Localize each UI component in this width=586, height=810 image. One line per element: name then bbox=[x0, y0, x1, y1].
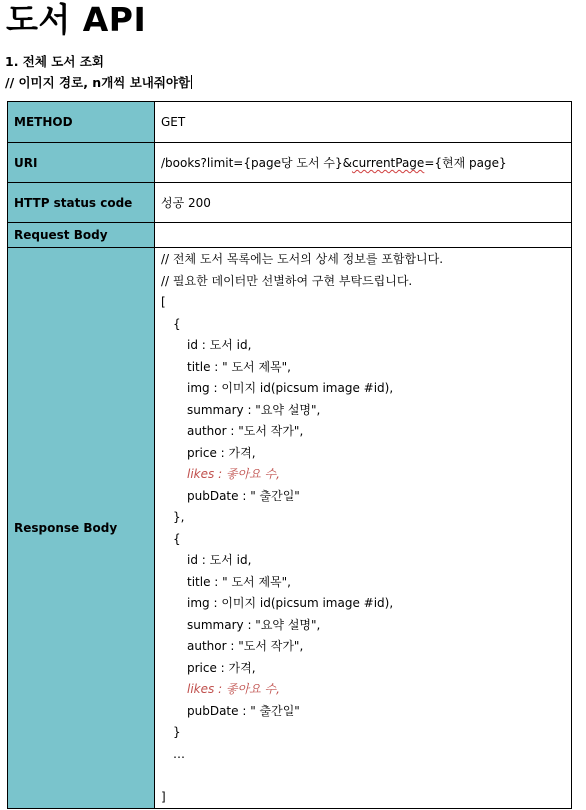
code-item-close: } bbox=[173, 725, 181, 739]
section-heading: 1. 전체 도서 조회 bbox=[5, 54, 104, 69]
code-close-bracket: ] bbox=[161, 789, 166, 804]
table-row-status bbox=[8, 183, 572, 223]
code-field-summary: summary : "요약 설명", bbox=[187, 402, 321, 417]
status-value[interactable]: 성공 200 bbox=[155, 183, 572, 223]
table-row-request-body bbox=[8, 223, 572, 248]
code-ellipsis: … bbox=[173, 746, 185, 761]
uri-label: URI bbox=[8, 143, 155, 183]
method-value[interactable]: GET bbox=[155, 102, 572, 143]
code-field-author: author : "도서 작가", bbox=[187, 424, 304, 438]
code-open-bracket: [ bbox=[161, 295, 166, 309]
code-field-id: id : 도서 id, bbox=[187, 338, 252, 352]
code-field-img: img : 이미지 id(picsum image #id), bbox=[187, 596, 394, 610]
status-label: HTTP status code bbox=[8, 183, 155, 223]
section-note[interactable] bbox=[5, 75, 192, 91]
code-item-close: }, bbox=[173, 510, 185, 524]
uri-value[interactable] bbox=[155, 143, 572, 183]
code-field-title: title : " 도서 제목", bbox=[187, 574, 291, 589]
code-blank-line bbox=[161, 765, 571, 787]
uri-value-spellcheck: currentPage bbox=[351, 156, 425, 170]
code-field-id: id : 도서 id, bbox=[187, 553, 252, 567]
code-item-open: { bbox=[173, 531, 181, 546]
table-row-method bbox=[8, 102, 572, 143]
code-field-author: author : "도서 작가", bbox=[187, 639, 304, 653]
code-field-title: title : " 도서 제목", bbox=[187, 359, 291, 374]
code-field-likes: likes : 좋아요 수, bbox=[187, 467, 280, 481]
request-body-label: Request Body bbox=[8, 223, 155, 248]
response-body-value[interactable] bbox=[155, 248, 572, 809]
method-label: METHOD bbox=[8, 102, 155, 143]
table-row-uri bbox=[8, 143, 572, 183]
code-item-open: { bbox=[173, 316, 181, 331]
code-field-likes: likes : 좋아요 수, bbox=[187, 682, 280, 696]
uri-value-post: ={현재 page} bbox=[424, 156, 507, 170]
code-comment: // 필요한 데이터만 선별하여 구현 부탁드립니다. bbox=[161, 273, 413, 288]
api-spec-table bbox=[7, 101, 572, 809]
text-cursor bbox=[191, 75, 192, 89]
code-field-summary: summary : "요약 설명", bbox=[187, 617, 321, 632]
code-field-pubdate: pubDate : " 출간일" bbox=[187, 703, 300, 718]
code-field-price: price : 가격, bbox=[187, 445, 256, 460]
table-row-response-body bbox=[8, 248, 572, 809]
code-field-img: img : 이미지 id(picsum image #id), bbox=[187, 381, 394, 395]
section-note-text: // 이미지 경로, n개씩 보내줘야함 bbox=[5, 75, 191, 90]
request-body-value[interactable] bbox=[155, 223, 572, 248]
code-field-pubdate: pubDate : " 출간일" bbox=[187, 488, 300, 503]
code-comment: // 전체 도서 목록에는 도서의 상세 정보를 포함합니다. bbox=[161, 252, 444, 266]
response-body-label: Response Body bbox=[8, 248, 155, 809]
response-code-block bbox=[161, 248, 571, 808]
uri-value-pre: /books?limit={page당 도서 수}& bbox=[161, 156, 352, 170]
document-title: 도서 API bbox=[6, 0, 147, 39]
code-field-price: price : 가격, bbox=[187, 660, 256, 675]
